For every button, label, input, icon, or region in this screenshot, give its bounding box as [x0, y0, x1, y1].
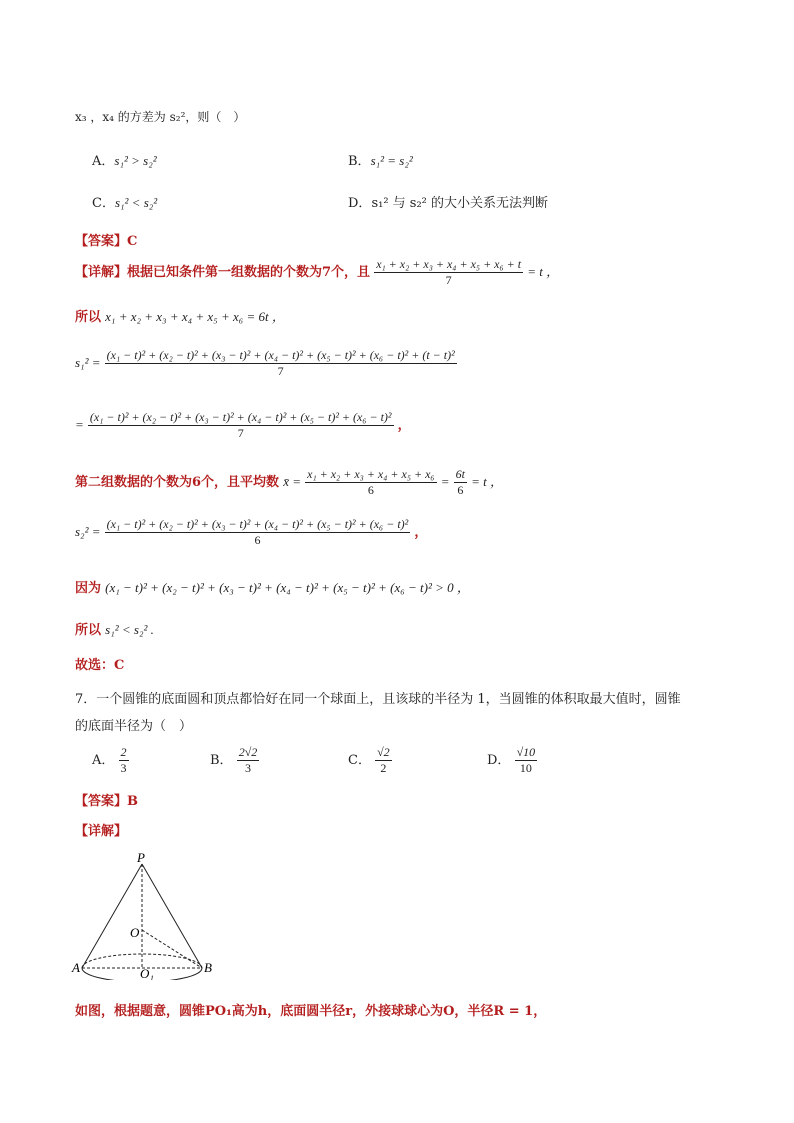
q7-option-c: C． $\frac{√2}{2}$	[348, 745, 390, 775]
label-b: B	[204, 960, 212, 975]
answer-7: 【答案】B	[75, 794, 138, 809]
q7-line-2: 的底面半径为（ ）	[75, 719, 193, 734]
because-line: 因为 (x₁ − t)² + (x₂ − t)² + (x₃ − t)² + (x₄ − t)² + (x₅ − t)² + (x₆ − t)² > 0 ，	[75, 580, 470, 596]
label-o: O	[130, 925, 140, 940]
s1-fraction: (x₁ − t)² + (x₂ − t)² + (x₃ − t)² + (x₄ − t)² + (x₅ − t)² + (x₆ − t)² + (t − t)² 7	[106, 348, 455, 378]
final-line: 如图，根据题意，圆锥PO₁高为h，底面圆半径r，外接球球心为O，半径R = 1，	[75, 1004, 547, 1019]
q7-option-d: D． $\frac{√10}{10}$	[487, 745, 536, 775]
q7-line-1: 7．一个圆锥的底面圆和顶点都恰好在同一个球面上，且该球的半径为 1，当圆锥的体积取最大值时，圆锥	[75, 692, 681, 707]
detail-6-fraction: $\frac{\text{x₁ + x₂ + x₃ + x₄ + x₅ + x₆ + t}}{7}$	[376, 257, 522, 287]
option-a: A．s₁² > s₂²	[92, 153, 157, 169]
label-a: A	[72, 960, 80, 975]
sum-line: 所以 x₁ + x₂ + x₃ + x₄ + x₅ + x₆ = 6t ，	[75, 309, 285, 325]
s2-formula: s₂² = (x₁ − t)² + (x₂ − t)² + (x₃ − t)² + (x₄ − t)² + (x₅ − t)² + (x₆ − t)² 6 ，	[75, 517, 428, 547]
cone-side-right	[142, 864, 202, 968]
option-c: C．s₁² < s₂²	[92, 195, 158, 211]
label-p: P	[137, 850, 145, 865]
s1b-formula: = (x₁ − t)² + (x₂ − t)² + (x₃ − t)² + (x₄ − t)² + (x₅ − t)² + (x₆ − t)² 7 ，	[75, 410, 411, 440]
s1b-fraction: (x₁ − t)² + (x₂ − t)² + (x₃ − t)² + (x₄ − t)² + (x₅ − t)² + (x₆ − t)² 7	[89, 410, 392, 440]
intro-line: x₃ ，x₄ 的方差为 s₂²，则（ ）	[75, 110, 246, 124]
q7-option-a: A． $\frac{2}{3}$	[92, 745, 127, 775]
option-d: D．s₁² 与 s₂² 的大小关系无法判断	[348, 196, 549, 211]
answer-6: 【答案】C	[75, 234, 138, 249]
s1-formula: s₁² = (x₁ − t)² + (x₂ − t)² + (x₃ − t)² + (x₄ − t)² + (x₅ − t)² + (x₆ − t)² + (t − t)² 7	[75, 348, 455, 378]
s2-fraction: (x₁ − t)² + (x₂ − t)² + (x₃ − t)² + (x₄ − t)² + (x₅ − t)² + (x₆ − t)² 6	[106, 517, 409, 547]
detail-6-line: 【详解】根据已知条件第一组数据的个数为7个，且 $\frac{\text{x₁ + x₂ + x₃ + x₄ + x₅ + x₆ + t}}{7}$ = t ，	[75, 257, 560, 287]
q7-option-b: B． $\frac{2√2}{3}$	[210, 745, 258, 775]
group2-fraction: $\frac{\text{x₁ + x₂ + x₃ + x₄ + x₅ + x₆}}{6}$	[307, 467, 435, 497]
cone-figure	[70, 850, 220, 980]
detail-7: 【详解】	[75, 824, 128, 839]
choice-6: 故选：C	[75, 658, 125, 673]
group2-line: 第二组数据的个数为6个，且平均数 x̄ = $\frac{\text{x₁ + x₂ + x₃ + x₄ + x₅ + x₆}}{6}$ = $\frac{6t}{6}$ = t ，	[75, 467, 504, 497]
group2-fraction-2: $\frac{6t}{6}$	[455, 467, 466, 497]
label-o1: O₁	[140, 966, 154, 980]
radius-line	[142, 930, 202, 968]
option-b: B．s₁² = s₂²	[348, 153, 413, 169]
so-line: 所以 s₁² < s₂² .	[75, 622, 154, 638]
cone-side-left	[82, 864, 142, 968]
